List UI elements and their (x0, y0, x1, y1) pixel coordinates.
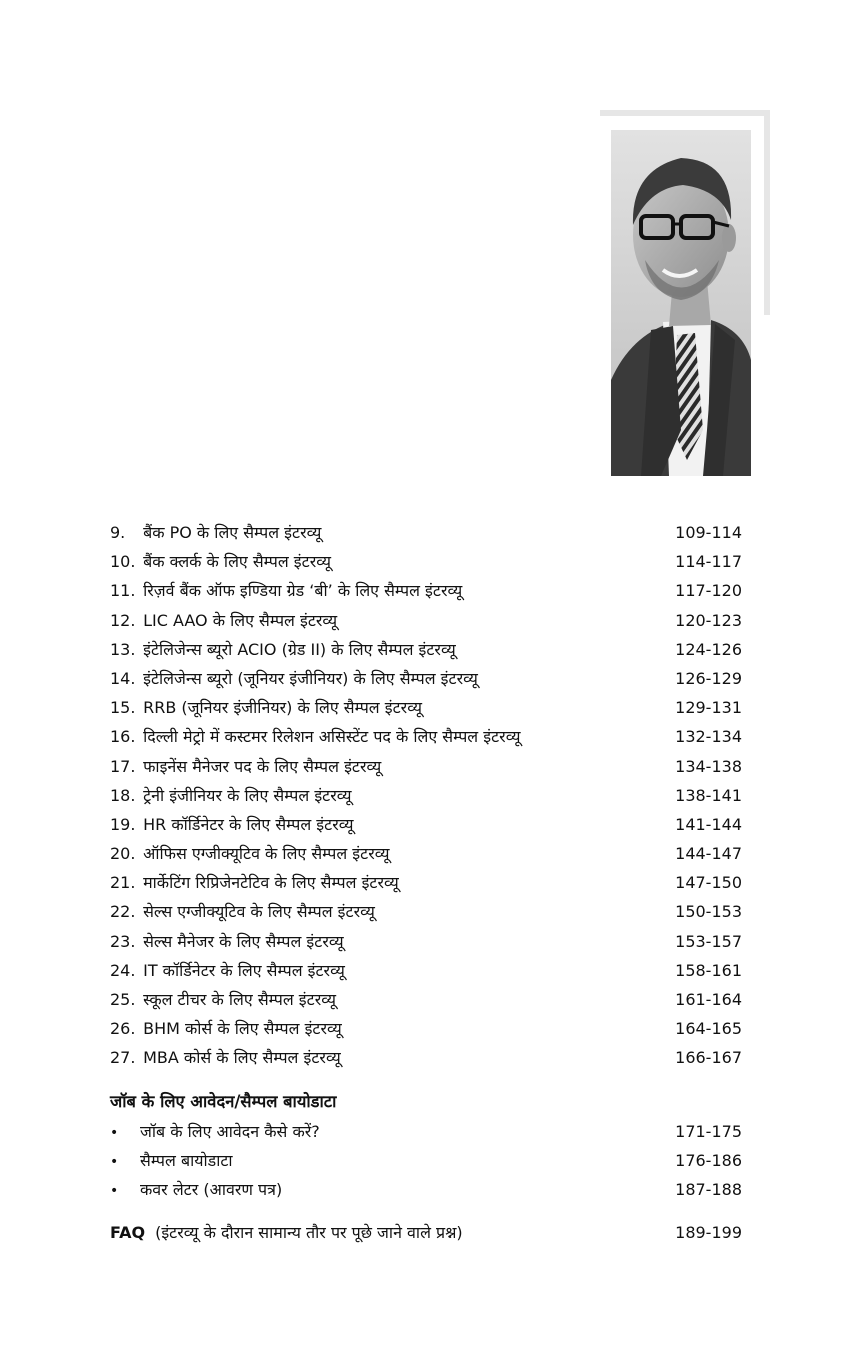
toc-title: LIC AAO के लिए सैम्पल इंटरव्यू (143, 610, 338, 630)
toc-pages: 164-165 (675, 1019, 742, 1039)
toc-title: BHM कोर्स के लिए सैम्पल इंटरव्यू (143, 1019, 342, 1039)
bullet-icon: • (110, 1153, 119, 1170)
toc-pages: 147-150 (675, 873, 742, 893)
toc-pages: 134-138 (675, 756, 742, 776)
toc-row[interactable] (110, 752, 742, 781)
toc-pages: 153-157 (675, 931, 742, 951)
toc-number: 10. (110, 552, 136, 572)
toc-number: 20. (110, 844, 136, 864)
toc-row[interactable] (110, 897, 742, 926)
toc-row[interactable] (110, 956, 742, 985)
toc-number: 13. (110, 639, 136, 659)
toc-row[interactable] (110, 664, 742, 693)
toc-pages: 126-129 (675, 668, 742, 688)
decorative-frame-top (600, 110, 770, 116)
toc-row[interactable] (110, 635, 742, 664)
table-of-contents (110, 518, 742, 1247)
toc-pages: 120-123 (675, 610, 742, 630)
bullet-icon: • (110, 1124, 119, 1141)
bullet-icon: • (110, 1182, 119, 1199)
toc-number: 17. (110, 756, 136, 776)
section-item-title: सैम्पल बायोडाटा (140, 1150, 233, 1170)
toc-title: इंटेलिजेन्स ब्यूरो ACIO (ग्रेड II) के लिए सैम्पल इंटरव्यू (143, 639, 456, 659)
toc-pages: 141-144 (675, 814, 742, 834)
toc-title: स्कूल टीचर के लिए सैम्पल इंटरव्यू (143, 990, 336, 1009)
toc-number: 11. (110, 581, 136, 601)
section-heading: जॉब के लिए आवेदन/सैम्पल बायोडाटा (110, 1091, 337, 1111)
toc-row[interactable] (110, 1043, 742, 1072)
toc-row[interactable] (110, 722, 742, 751)
toc-title: MBA कोर्स के लिए सैम्पल इंटरव्यू (143, 1048, 341, 1068)
toc-pages: 117-120 (675, 581, 742, 601)
toc-title: मार्केटिंग रिप्रिजेनटेटिव के लिए सैम्पल इंटरव्यू (143, 873, 399, 893)
toc-pages: 114-117 (675, 552, 742, 572)
toc-number: 19. (110, 814, 136, 834)
toc-title: RRB (जूनियर इंजीनियर) के लिए सैम्पल इंटरव्यू (143, 698, 422, 718)
section-item[interactable] (110, 1117, 742, 1146)
toc-title: IT कॉर्डिनेटर के लिए सैम्पल इंटरव्यू (143, 960, 345, 980)
toc-number: 26. (110, 1019, 136, 1039)
toc-row[interactable] (110, 547, 742, 576)
toc-number: 21. (110, 873, 136, 893)
toc-number: 18. (110, 785, 136, 805)
section-item[interactable] (110, 1175, 742, 1204)
toc-pages: 158-161 (675, 960, 742, 980)
toc-number: 14. (110, 668, 136, 688)
toc-number: 25. (110, 990, 136, 1009)
toc-title: सेल्स मैनेजर के लिए सैम्पल इंटरव्यू (143, 931, 344, 951)
toc-number: 22. (110, 902, 136, 922)
toc-row[interactable] (110, 606, 742, 635)
toc-row[interactable] (110, 810, 742, 839)
toc-row[interactable] (110, 576, 742, 605)
section-item-pages: 176-186 (675, 1150, 742, 1170)
toc-title: रिज़र्व बैंक ऑफ इण्डिया ग्रेड ‘बी’ के लिए सैम्पल इंटरव्यू (143, 581, 463, 601)
toc-row[interactable] (110, 839, 742, 868)
toc-pages: 124-126 (675, 639, 742, 659)
toc-title: दिल्ली मेट्रो में कस्टमर रिलेशन असिस्टेंट पद के लिए सैम्पल इंटरव्यू (143, 727, 521, 747)
toc-title: सेल्स एग्जीक्यूटिव के लिए सैम्पल इंटरव्यू (143, 902, 375, 922)
toc-row[interactable] (110, 985, 742, 1014)
toc-pages: 161-164 (675, 990, 742, 1009)
toc-row[interactable] (110, 693, 742, 722)
toc-row[interactable] (110, 868, 742, 897)
toc-number: 12. (110, 610, 136, 630)
toc-number: 24. (110, 960, 136, 980)
toc-pages: 150-153 (675, 902, 742, 922)
toc-title: फाइनेंस मैनेजर पद के लिए सैम्पल इंटरव्यू (143, 756, 382, 776)
toc-row[interactable] (110, 781, 742, 810)
faq-title: (इंटरव्यू के दौरान सामान्य तौर पर पूछे जाने वाले प्रश्न) (155, 1223, 463, 1243)
section-item-title: कवर लेटर (आवरण पत्र) (140, 1179, 283, 1199)
man-portrait-photo (611, 130, 751, 476)
toc-title: ट्रेनी इंजीनियर के लिए सैम्पल इंटरव्यू (143, 785, 352, 805)
toc-pages: 166-167 (675, 1048, 742, 1068)
section-item-pages: 171-175 (675, 1121, 742, 1141)
toc-pages: 129-131 (675, 698, 742, 718)
toc-title: बैंक PO के लिए सैम्पल इंटरव्यू (143, 523, 322, 542)
toc-row[interactable] (110, 1014, 742, 1043)
toc-title: ऑफिस एग्जीक्यूटिव के लिए सैम्पल इंटरव्यू (143, 844, 390, 864)
toc-pages: 144-147 (675, 844, 742, 864)
section-item[interactable] (110, 1146, 742, 1175)
toc-row[interactable] (110, 927, 742, 956)
faq-pages: 189-199 (675, 1223, 742, 1243)
toc-title: इंटेलिजेन्स ब्यूरो (जूनियर इंजीनियर) के लिए सैम्पल इंटरव्यू (143, 668, 478, 688)
toc-number: 16. (110, 727, 136, 747)
section-item-title: जॉब के लिए आवेदन कैसे करें? (140, 1121, 320, 1141)
toc-pages: 109-114 (675, 523, 742, 542)
toc-number: 9. (110, 523, 126, 542)
faq-label: FAQ (110, 1223, 146, 1243)
toc-number: 23. (110, 931, 136, 951)
toc-title: HR कॉर्डिनेटर के लिए सैम्पल इंटरव्यू (143, 814, 354, 834)
decorative-frame-right (764, 110, 770, 315)
toc-pages: 132-134 (675, 727, 742, 747)
toc-number: 27. (110, 1048, 136, 1068)
toc-pages: 138-141 (675, 785, 742, 805)
toc-row[interactable] (110, 518, 742, 547)
faq-row[interactable] (110, 1218, 742, 1247)
toc-title: बैंक क्लर्क के लिए सैम्पल इंटरव्यू (143, 552, 332, 572)
section-item-pages: 187-188 (675, 1179, 742, 1199)
toc-number: 15. (110, 698, 136, 718)
